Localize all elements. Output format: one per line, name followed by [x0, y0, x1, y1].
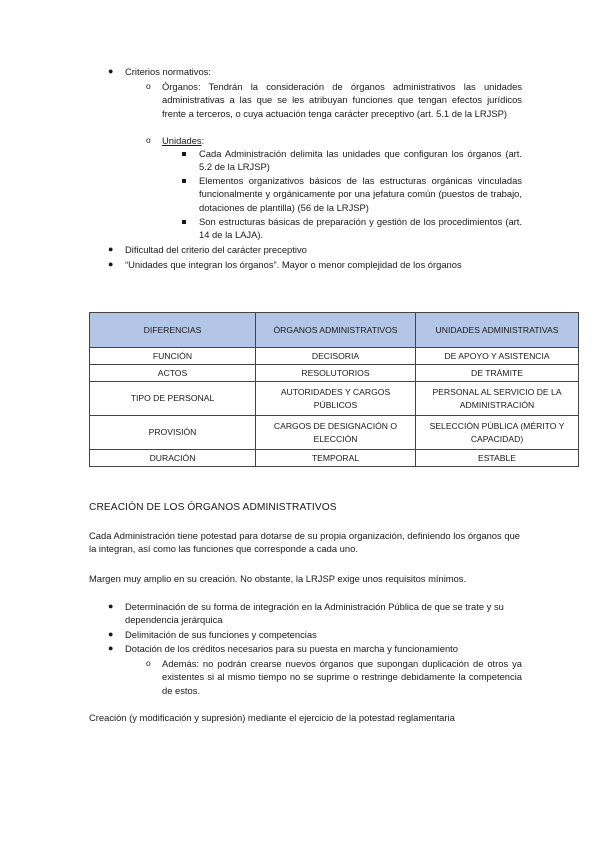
requirement-item: Determinación de su forma de integración en la Administración Pública de que se trate y su dependencia jerárquica — [125, 601, 504, 626]
table-cell: SELECCIÓN PÚBLICA (MÉRITO Y CAPACIDAD) — [416, 416, 579, 450]
table-cell: TEMPORAL — [256, 450, 416, 467]
table-cell: AUTORIDADES Y CARGOS PÚBLICOS — [256, 382, 416, 416]
table-row — [90, 365, 579, 382]
unidades-sub-item: Elementos organizativos básicos de las estructuras orgánicas vinculadas funcionalmente y orgánicamente por una jefatura común (puestos de trabajo, dotaciones de plantilla) (56 de la LRJSP) — [199, 175, 522, 213]
bullet-dot: ● — [108, 601, 114, 611]
section-heading: CREACIÓN DE LOS ÓRGANOS ADMINISTRATIVOS — [89, 502, 337, 513]
organos-definition: Órganos: Tendrán la consideración de órganos administrativos las unidades administrativas a las que se les atribuyan funciones que tengan efectos jurídicos frente a terceros, o cuya actuación tenga carácter preceptivo (art. 5.1 de la LRJSP) — [162, 81, 522, 119]
bullet-circle: o — [146, 81, 151, 91]
table-cell: DE TRÁMITE — [416, 365, 579, 382]
table-cell: ESTABLE — [416, 450, 579, 467]
table-cell: RESOLUTORIOS — [256, 365, 416, 382]
requirement-sub-item: Además: no podrán crearse nuevos órganos que supongan duplicación de otros ya existentes si al mismo tiempo no se suprime o restringe debidamente la competencia de estos. — [162, 658, 522, 696]
table-cell: DE APOYO Y ASISTENCIA — [416, 348, 579, 365]
bullet-dot: ● — [108, 629, 114, 639]
unidades-heading — [162, 134, 522, 147]
bullet-square — [182, 152, 186, 156]
table-header-cell: DIFERENCIAS — [90, 313, 256, 348]
creation-final-line: Creación (y modificación y supresión) mediante el ejercicio de la potestad reglamentaria — [89, 712, 455, 723]
table-row — [90, 450, 579, 467]
table-cell: FUNCIÓN — [90, 348, 256, 365]
creation-paragraph-2: Margen muy amplio en su creación. No obstante, la LRJSP exige unos requisitos mínimos. — [89, 573, 467, 584]
unidades-sub-item: Son estructuras básicas de preparación y gestión de los procedimientos (art. 14 de la LAJA). — [199, 216, 522, 241]
table-row — [90, 416, 579, 450]
unidades-sub-item: Cada Administración delimita las unidades que configuran los órganos (art. 5.2 de la LRJSP) — [199, 148, 522, 173]
bullet-circle: o — [146, 135, 151, 145]
table-header-cell: UNIDADES ADMINISTRATIVAS — [416, 313, 579, 348]
creation-paragraph-1: Cada Administración tiene potestad para dotarse de su propia organización, definiendo los órganos que la integran, así como las funciones que corresponde a cada uno. — [89, 530, 520, 555]
bullet-square — [182, 220, 186, 224]
table-row — [90, 348, 579, 365]
table-cell: CARGOS DE DESIGNACIÓN O ELECCIÓN — [256, 416, 416, 450]
criteria-heading: Criterios normativos: — [125, 66, 211, 77]
bullet-circle: o — [146, 658, 151, 668]
bullet-dot: ● — [108, 244, 114, 254]
table-row — [90, 382, 579, 416]
table-cell: TIPO DE PERSONAL — [90, 382, 256, 416]
table-cell: PERSONAL AL SERVICIO DE LA ADMINISTRACIÓN — [416, 382, 579, 416]
criteria-item-3: “Unidades que integran los órganos”. Mayor o menor complejidad de los órganos — [125, 259, 462, 270]
table-cell: PROVISIÓN — [90, 416, 256, 450]
table-cell: DECISORIA — [256, 348, 416, 365]
bullet-dot: ● — [108, 643, 114, 653]
unidades-colon: : — [201, 135, 205, 146]
criteria-item-2: Dificultad del criterio del carácter preceptivo — [125, 244, 307, 255]
differences-table — [89, 312, 579, 467]
unidades-label: Unidades — [162, 135, 202, 146]
table-cell: ACTOS — [90, 365, 256, 382]
bullet-dot: ● — [108, 259, 114, 269]
table-header-row — [90, 313, 579, 348]
requirement-item: Dotación de los créditos necesarios para su puesta en marcha y funcionamiento — [125, 643, 459, 654]
table-cell: DURACIÓN — [90, 450, 256, 467]
table-header-cell: ÓRGANOS ADMINISTRATIVOS — [256, 313, 416, 348]
bullet-dot: ● — [108, 66, 114, 76]
requirement-item: Delimitación de sus funciones y competencias — [125, 629, 317, 640]
bullet-square — [182, 179, 186, 183]
